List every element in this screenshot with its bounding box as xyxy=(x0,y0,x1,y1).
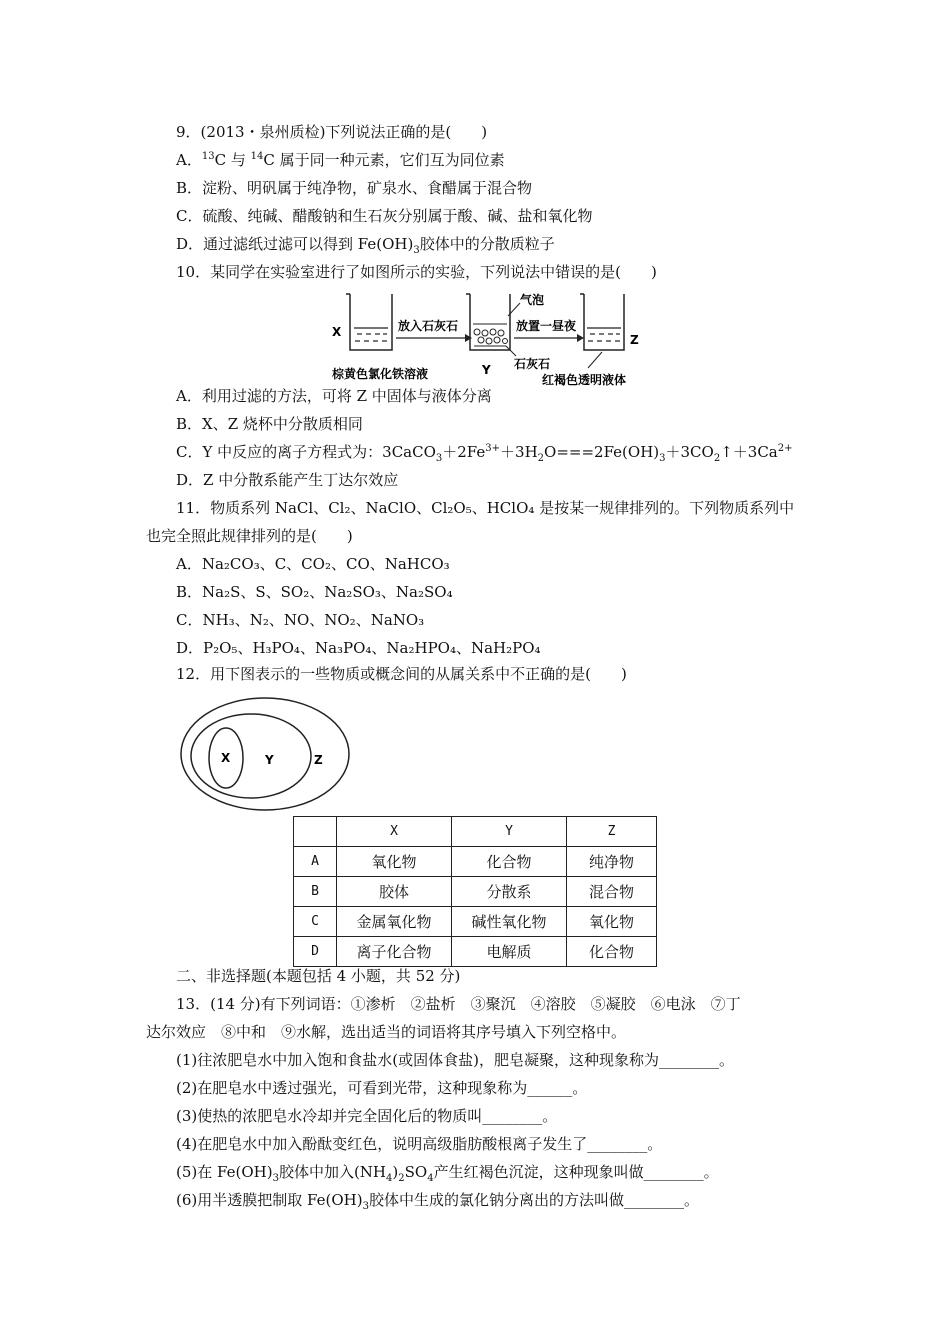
q9-option-d: D．通过滤纸过滤可以得到 $Fe(OH)_3$胶体中的分散质粒子 xyxy=(176,235,555,256)
arrow1-label: 放入石灰石 xyxy=(398,319,459,333)
q13-part-2: (2)在肥皂水中透过强光，可看到光带，这种现象称为______。 xyxy=(176,1079,588,1097)
q11-option-c: C．NH₃、N₂、NO、NO₂、NaNO₃ xyxy=(176,611,425,629)
q9-stem: 9．(2013・泉州质检)下列说法正确的是( ) xyxy=(176,123,488,141)
right-caption: 红褐色透明液体 xyxy=(542,373,627,387)
q9-option-b: B．淀粉、明矾属于纯净物，矿泉水、食醋属于混合物 xyxy=(176,179,533,197)
table-row xyxy=(294,877,657,907)
label-x: X xyxy=(332,325,342,339)
left-caption: 棕黄色氯化铁溶液 xyxy=(332,367,429,381)
table-cell: 氧化物 xyxy=(567,907,657,937)
q10-option-b: B．X、Z 烧杯中分散质相同 xyxy=(176,415,363,433)
q12-options-table xyxy=(293,816,657,967)
q13-stem-line1: 13．(14 分)有下列词语：①渗析 ②盐析 ③聚沉 ④溶胶 ⑤凝胶 ⑥电泳 ⑦丁 xyxy=(176,995,741,1013)
table-cell: 碱性氧化物 xyxy=(452,907,567,937)
q10-option-c: C．Y 中反应的离子方程式为：$3CaCO_3+2Fe^{3+}+3H_2O===2Fe(OH)_3+3CO_2↑+3Ca^{2+}$ xyxy=(176,443,793,464)
table-cell: 氧化物 xyxy=(337,847,452,877)
label-z: Z xyxy=(630,333,639,347)
table-cell: 化合物 xyxy=(452,847,567,877)
q9-option-a: A．$^{13}$C 与 $^{14}$C 属于同一种元素，它们互为同位素 xyxy=(176,151,505,169)
table-cell: 金属氧化物 xyxy=(337,907,452,937)
table-cell: C xyxy=(294,907,337,937)
section-heading: 二、非选择题(本题包括 4 小题，共 52 分) xyxy=(176,967,461,985)
q9-option-c: C．硫酸、纯碱、醋酸钠和生石灰分别属于酸、碱、盐和氧化物 xyxy=(176,207,593,225)
q13-part-5: (5)在 $Fe(OH)_3$胶体中加入$(NH_4)_2SO_4$产生红褐色沉淀，这种现象叫做________。 xyxy=(176,1163,719,1184)
table-cell: 分散系 xyxy=(452,877,567,907)
table-row xyxy=(294,847,657,877)
q12-stem: 12．用下图表示的一些物质或概念间的从属关系中不正确的是( ) xyxy=(176,665,627,683)
table-header-cell xyxy=(294,817,337,847)
q13-part-4: (4)在肥皂水中加入酚酞变红色，说明高级脂肪酸根离子发生了________。 xyxy=(176,1135,663,1153)
stone-label: 石灰石 xyxy=(514,357,551,371)
q11-option-d: D．P₂O₅、H₃PO₄、Na₃PO₄、Na₂HPO₄、NaH₂PO₄ xyxy=(176,639,541,657)
label-y: Y xyxy=(482,363,491,377)
table-header-cell: Z xyxy=(567,817,657,847)
venn-x-label: X xyxy=(221,751,231,765)
table-header-row xyxy=(294,817,657,847)
beaker-y xyxy=(466,294,510,350)
table-row xyxy=(294,907,657,937)
bubble-label: 气泡 xyxy=(520,293,545,307)
q11-option-b: B．Na₂S、S、SO₂、Na₂SO₃、Na₂SO₄ xyxy=(176,583,453,601)
arrow2-label: 放置一昼夜 xyxy=(516,319,577,333)
q10-experiment-figure xyxy=(320,288,660,388)
q12-venn-diagram xyxy=(176,692,356,816)
table-cell: 电解质 xyxy=(452,937,567,967)
table-row xyxy=(294,937,657,967)
beaker-x xyxy=(346,294,392,350)
table-cell: 离子化合物 xyxy=(337,937,452,967)
table-cell: 纯净物 xyxy=(567,847,657,877)
q13-part-1: (1)往浓肥皂水中加入饱和食盐水(或固体食盐)，肥皂凝聚，这种现象称为________。 xyxy=(176,1051,734,1069)
venn-z-label: Z xyxy=(314,753,323,767)
venn-y-label: Y xyxy=(265,753,274,767)
table-cell: 胶体 xyxy=(337,877,452,907)
table-cell: 化合物 xyxy=(567,937,657,967)
table-header-cell: X xyxy=(337,817,452,847)
table-cell: D xyxy=(294,937,337,967)
q11-stem-line2: 也完全照此规律排列的是( ) xyxy=(146,527,353,545)
q10-option-d: D．Z 中分散系能产生丁达尔效应 xyxy=(176,471,399,489)
table-cell: A xyxy=(294,847,337,877)
q11-stem-line1: 11．物质系列 NaCl、Cl₂、NaClO、Cl₂O₅、HClO₄ 是按某一规律排列的。下列物质系列中 xyxy=(176,499,795,517)
q10-stem: 10．某同学在实验室进行了如图所示的实验，下列说法中错误的是( ) xyxy=(176,263,657,281)
beaker-z xyxy=(580,294,624,350)
q13-part-6: (6)用半透膜把制取 $Fe(OH)_3$胶体中生成的氯化钠分离出的方法叫做________。 xyxy=(176,1191,699,1212)
table-header-cell: Y xyxy=(452,817,567,847)
table-cell: 混合物 xyxy=(567,877,657,907)
table-cell: B xyxy=(294,877,337,907)
q10-option-a: A．利用过滤的方法，可将 Z 中固体与液体分离 xyxy=(176,387,492,405)
q13-stem-line2: 达尔效应 ⑧中和 ⑨水解，选出适当的词语将其序号填入下列空格中。 xyxy=(146,1023,627,1041)
q11-option-a: A．Na₂CO₃、C、CO₂、CO、NaHCO₃ xyxy=(176,555,450,573)
q13-part-3: (3)使热的浓肥皂水冷却并完全固化后的物质叫________。 xyxy=(176,1107,558,1125)
